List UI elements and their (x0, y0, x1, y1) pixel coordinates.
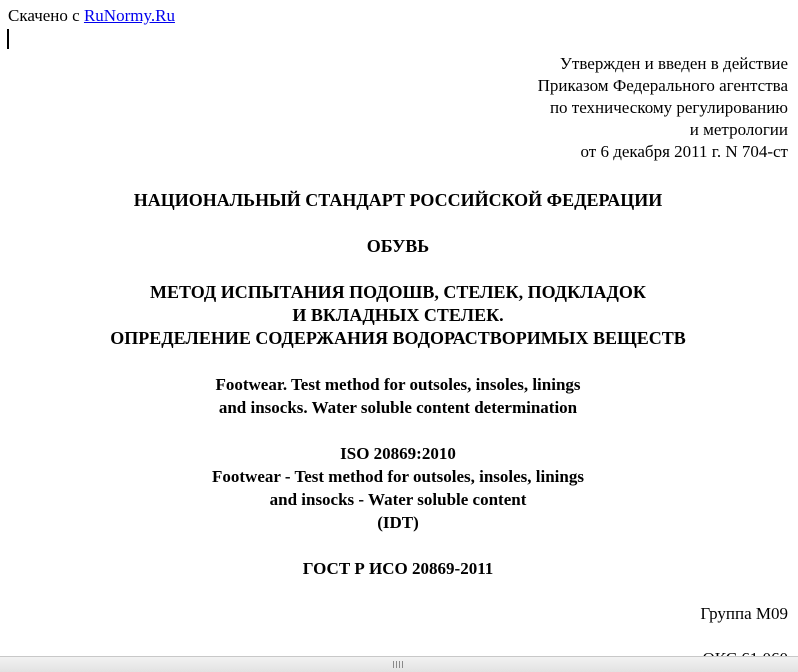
group-code: Группа М09 (700, 604, 788, 623)
text-cursor (7, 29, 9, 49)
approval-line: и метрологии (689, 120, 788, 139)
method-title-line: И ВКЛАДНЫХ СТЕЛЕК. (292, 305, 504, 325)
approval-line: по техническому регулированию (549, 98, 788, 117)
english-title-line: and insocks. Water soluble content determination (218, 398, 578, 417)
gost-designation: ГОСТ Р ИСО 20869-2011 (302, 559, 494, 578)
horizontal-scrollbar[interactable] (0, 656, 798, 672)
method-title-line: ОПРЕДЕЛЕНИЕ СОДЕРЖАНИЯ ВОДОРАСТВОРИМЫХ ВЕЩЕСТВ (110, 328, 686, 348)
english-title (0, 373, 796, 419)
subject-title: ОБУВЬ (366, 236, 430, 256)
iso-reference-line: ISO 20869:2010 (340, 444, 456, 463)
english-title-line: Footwear. Test method for outsoles, insoles, linings (215, 375, 581, 394)
approval-line: от 6 декабря 2011 г. N 704-ст (580, 142, 788, 161)
standard-title: НАЦИОНАЛЬНЫЙ СТАНДАРТ РОССИЙСКОЙ ФЕДЕРАЦИИ (133, 190, 663, 210)
approval-line: Утвержден и введен в действие (559, 54, 788, 73)
source-prefix: Скачено с (8, 6, 84, 25)
method-title-line: МЕТОД ИСПЫТАНИЯ ПОДОШВ, СТЕЛЕК, ПОДКЛАДОК (150, 282, 646, 302)
method-title (0, 281, 796, 350)
source-line (8, 5, 175, 27)
runormy-link[interactable]: RuNormy.Ru (83, 6, 175, 25)
approval-line: Приказом Федерального агентства (537, 76, 788, 95)
iso-reference-line: (IDT) (377, 513, 419, 532)
iso-reference-line: and insocks - Water soluble content (269, 490, 527, 509)
approval-block (538, 53, 788, 163)
scrollbar-grip-icon[interactable] (393, 661, 405, 668)
iso-reference-line: Footwear - Test method for outsoles, insoles, linings (212, 467, 584, 486)
iso-reference (0, 442, 796, 534)
